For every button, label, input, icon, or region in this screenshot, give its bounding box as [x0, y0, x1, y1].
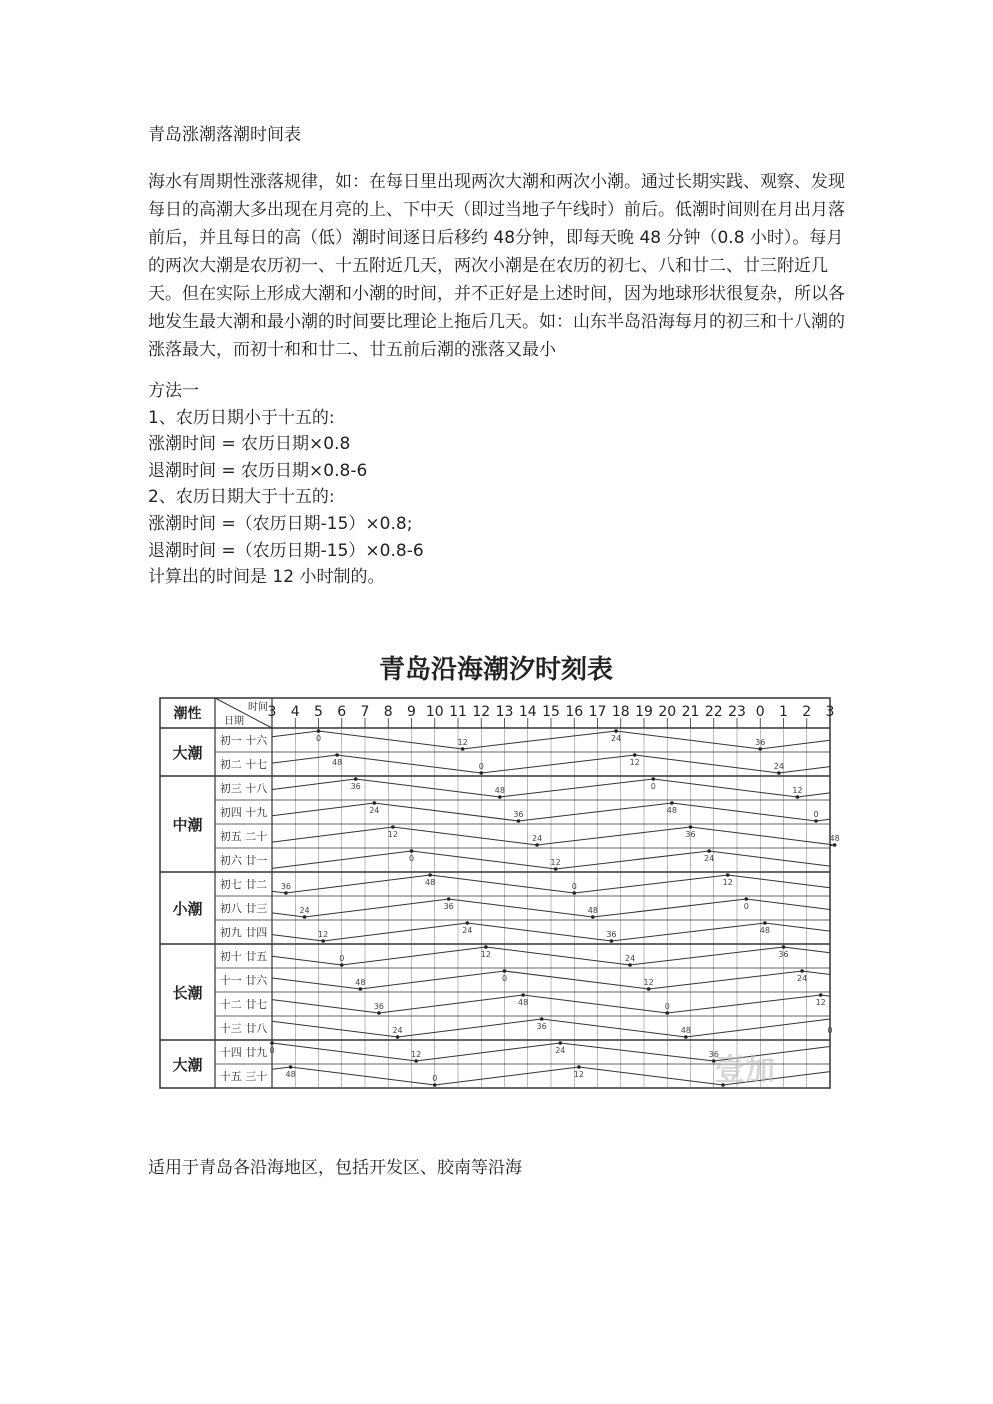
minute-label: 48 [829, 834, 840, 843]
low-tide-point [591, 915, 595, 919]
high-tide-point [614, 729, 618, 733]
low-tide-point [647, 987, 651, 991]
low-tide-point [461, 747, 465, 751]
minute-label: 0 [571, 882, 577, 891]
minute-label: 0 [501, 974, 508, 983]
minute-label: 0 [432, 1074, 438, 1083]
minute-label: 12 [318, 930, 329, 939]
minute-label: 24 [369, 806, 380, 815]
minute-label: 0 [269, 1046, 275, 1055]
minute-label: 36 [606, 930, 617, 939]
hour-tick-label: 16 [565, 704, 584, 720]
low-tide-point [684, 1035, 688, 1039]
high-tide-point [689, 825, 693, 829]
method-note: 计算出的时间是 12 小时制的。 [148, 567, 385, 588]
hour-tick-label: 14 [518, 704, 537, 720]
row-date-label: 初八 廿三 [219, 902, 268, 915]
minute-label: 12 [815, 998, 826, 1007]
row-date-label: 初五 二十 [219, 830, 268, 843]
low-tide-point [396, 1035, 400, 1039]
minute-label: 24 [462, 926, 473, 935]
low-tide-point [321, 939, 325, 943]
low-tide-point [665, 1011, 669, 1015]
method-section [148, 378, 424, 591]
low-tide-point [572, 891, 576, 895]
low-tide-point [517, 819, 521, 823]
minute-label: 36 [373, 1002, 385, 1011]
hour-tick-label: 3 [267, 704, 277, 720]
low-tide-point [340, 963, 344, 967]
high-tide-point [335, 753, 339, 757]
minute-label: 24 [624, 954, 636, 963]
high-tide-point [521, 993, 525, 997]
minute-label: 24 [531, 834, 543, 843]
low-tide-point [433, 1083, 437, 1087]
hour-tick-label: 19 [635, 704, 653, 720]
tide-group-label: 大潮 [172, 744, 203, 762]
row-date-label: 初一 十六 [219, 734, 268, 747]
high-tide-point [819, 993, 823, 997]
watermark: 壹加 [715, 1053, 775, 1088]
minute-label: 24 [611, 734, 622, 743]
high-tide-point [652, 777, 656, 781]
minute-label: 12 [457, 738, 468, 747]
low-tide-point [284, 891, 288, 895]
tide-group-label: 小潮 [172, 900, 203, 918]
hour-tick-label: 2 [802, 704, 812, 720]
minute-label: 12 [480, 950, 491, 959]
hour-tick-label: 10 [425, 704, 444, 720]
minute-label: 48 [680, 1026, 691, 1035]
high-tide-point [577, 1065, 581, 1069]
high-tide-point [782, 945, 786, 949]
low-tide-point [554, 867, 558, 871]
header-time-label: 时间 [248, 702, 268, 713]
minute-label: 48 [425, 878, 436, 887]
intro-line: 前后。低潮时间则在月出月落前后，并且每日的高（低）潮时间逐日后移约 48 [148, 200, 845, 248]
rise-formula-1: 涨潮时间 = 农历日期×0.8 [148, 434, 351, 455]
minute-label: 36 [443, 902, 454, 911]
hour-tick-label: 6 [337, 704, 347, 720]
high-tide-point [745, 897, 749, 901]
hour-tick-label: 9 [407, 704, 416, 720]
minute-label: 48 [494, 786, 505, 795]
high-tide-point [410, 849, 414, 853]
hour-tick-label: 13 [495, 704, 514, 720]
chart-title: 青岛沿海潮汐时刻表 [378, 655, 614, 685]
high-tide-point [707, 849, 711, 853]
minute-label: 24 [392, 1026, 403, 1035]
hour-tick-label: 5 [314, 704, 323, 720]
minute-label: 0 [743, 902, 749, 911]
low-tide-point [303, 915, 307, 919]
method-case-2: 2、农历日期大于十五的: [148, 487, 335, 508]
minute-label: 36 [513, 810, 524, 819]
method-case-1: 1、农历日期小于十五的: [148, 407, 335, 428]
hour-tick-label: 18 [611, 704, 630, 720]
minute-label: 12 [387, 830, 398, 839]
fall-formula-2: 退潮时间 =（农历日期-15）×0.8-6 [148, 540, 424, 561]
minute-label: 36 [280, 882, 292, 891]
high-tide-point [763, 921, 767, 925]
low-tide-point [758, 747, 762, 751]
high-tide-point [354, 777, 358, 781]
tide-group-label: 大潮 [172, 1056, 203, 1074]
minute-label: 36 [755, 738, 766, 747]
high-tide-point [633, 753, 637, 757]
intro-line: 几天，两次小潮是在农历的初七、八和廿二、廿三附近几天。但在实际上形成 [148, 256, 828, 304]
low-tide-point [498, 795, 502, 799]
intro-line: 大潮和小潮的时间，并不正好是上述时间，因为地球形状很复杂，所以各地发 [148, 284, 845, 332]
minute-label: 36 [708, 1050, 719, 1059]
method-title: 方法一 [148, 381, 199, 401]
high-tide-point [270, 1041, 274, 1045]
hour-tick-label: 3 [825, 704, 835, 720]
minute-label: 0 [813, 810, 819, 819]
high-tide-point [428, 873, 432, 877]
minute-label: 0 [827, 1026, 833, 1035]
row-date-label: 初六 廿一 [219, 854, 268, 867]
document-title: 青岛涨潮落潮时间表 [148, 125, 301, 145]
minute-label: 48 [587, 906, 598, 915]
tide-group-label: 长潮 [172, 984, 203, 1002]
header-type-label: 潮性 [173, 706, 202, 722]
row-date-label: 初三 十八 [219, 782, 268, 795]
minute-label: 24 [797, 974, 808, 983]
intro-line: 分钟，即每天晚 48 分钟（0.8 小时）。每月的两次大潮是农历初一、十五附近 [148, 228, 844, 276]
hour-tick-label: 20 [658, 704, 677, 720]
high-tide-point [800, 969, 804, 973]
fall-formula-1: 退潮时间 = 农历日期×0.8-6 [148, 460, 368, 481]
high-tide-point [540, 1017, 544, 1021]
intro-line: 海水有周期性涨落规律，如：在每日里出现两次大潮和两次小潮。通过长期实 [148, 172, 726, 192]
minute-label: 0 [650, 782, 656, 791]
row-date-label: 十一 廿六 [219, 974, 268, 987]
row-date-label: 十四 廿九 [219, 1046, 268, 1059]
low-tide-point [777, 771, 781, 775]
minute-label: 12 [792, 786, 803, 795]
low-tide-point [833, 843, 837, 847]
minute-label: 24 [773, 762, 784, 771]
minute-label: 12 [722, 878, 733, 887]
high-tide-point [373, 801, 377, 805]
minute-label: 0 [408, 854, 415, 863]
high-tide-point [726, 873, 730, 877]
tide-group-label: 中潮 [172, 816, 203, 834]
hour-tick-label: 7 [360, 704, 370, 720]
high-tide-point [447, 897, 451, 901]
rise-formula-2: 涨潮时间 =（农历日期-15）×0.8; [148, 513, 413, 534]
minute-label: 12 [411, 1050, 422, 1059]
tide-chart-svg [0, 640, 993, 1120]
row-date-label: 十三 廿八 [219, 1022, 268, 1035]
hour-tick-label: 11 [449, 704, 467, 720]
low-tide-point [814, 819, 818, 823]
intro-paragraph [148, 168, 848, 364]
row-date-label: 十五 三十 [219, 1070, 268, 1083]
low-tide-point [610, 939, 614, 943]
tide-chart [0, 640, 993, 1120]
minute-label: 0 [664, 1002, 670, 1011]
hour-tick-label: 1 [779, 704, 788, 720]
hour-tick-label: 8 [383, 704, 393, 720]
low-tide-point [479, 771, 483, 775]
header-date-label: 日期 [224, 716, 244, 727]
minute-label: 48 [332, 758, 343, 767]
minute-label: 12 [573, 1070, 584, 1079]
minute-label: 12 [643, 978, 654, 987]
low-tide-point [377, 1011, 381, 1015]
row-date-label: 初七 廿二 [219, 878, 268, 891]
intro-line: 生最大潮和最小潮的时间要比理论上拖后几天。如：山东半岛沿海每月的初三 [182, 312, 760, 332]
high-tide-point [484, 945, 488, 949]
minute-label: 36 [350, 782, 361, 791]
low-tide-point [414, 1059, 418, 1063]
minute-label: 12 [550, 858, 561, 867]
low-tide-point [628, 963, 632, 967]
minute-label: 48 [355, 978, 366, 987]
high-tide-point [317, 729, 321, 733]
low-tide-point [535, 843, 539, 847]
high-tide-point [670, 801, 674, 805]
high-tide-point [289, 1065, 293, 1069]
minute-label: 48 [759, 926, 770, 935]
low-tide-point [359, 987, 363, 991]
minute-label: 48 [518, 998, 529, 1007]
minute-label: 36 [536, 1022, 547, 1031]
row-date-label: 十二 廿七 [219, 998, 268, 1011]
footer-note: 适用于青岛各沿海地区，包括开发区、胶南等沿海 [148, 1158, 522, 1178]
intro-line: 和十八潮的涨落最大，而初十和和廿二、廿五前后潮的涨落又最小 [148, 312, 845, 360]
minute-label: 24 [704, 854, 715, 863]
hour-tick-label: 23 [728, 704, 746, 720]
minute-label: 0 [315, 734, 322, 743]
hour-tick-label: 17 [588, 704, 607, 720]
minute-label: 48 [285, 1070, 296, 1079]
minute-label: 36 [685, 830, 696, 839]
minute-label: 0 [339, 954, 345, 963]
hour-tick-label: 22 [704, 704, 723, 720]
hour-tick-label: 0 [755, 704, 765, 720]
minute-label: 24 [299, 906, 310, 915]
minute-label: 12 [629, 758, 640, 767]
minute-label: 0 [478, 762, 484, 771]
intro-line: 践、观察、发现每日的高潮大多出现在月亮的上、下中天（即过当地子午线时） [148, 172, 845, 220]
high-tide-point [466, 921, 470, 925]
row-date-label: 初十 廿五 [219, 950, 268, 963]
hour-tick-label: 15 [542, 704, 560, 720]
hour-tick-label: 12 [472, 704, 491, 720]
minute-label: 36 [778, 950, 789, 959]
row-date-label: 初九 廿四 [219, 926, 268, 939]
hour-tick-label: 4 [290, 704, 300, 720]
high-tide-point [559, 1041, 563, 1045]
low-tide-point [796, 795, 800, 799]
row-date-label: 初二 十七 [219, 758, 268, 771]
minute-label: 48 [666, 806, 677, 815]
tide-line [272, 827, 835, 846]
high-tide-point [391, 825, 395, 829]
row-date-label: 初四 十九 [219, 806, 268, 819]
minute-label: 24 [555, 1046, 566, 1055]
high-tide-point [503, 969, 507, 973]
hour-tick-label: 21 [681, 704, 700, 720]
